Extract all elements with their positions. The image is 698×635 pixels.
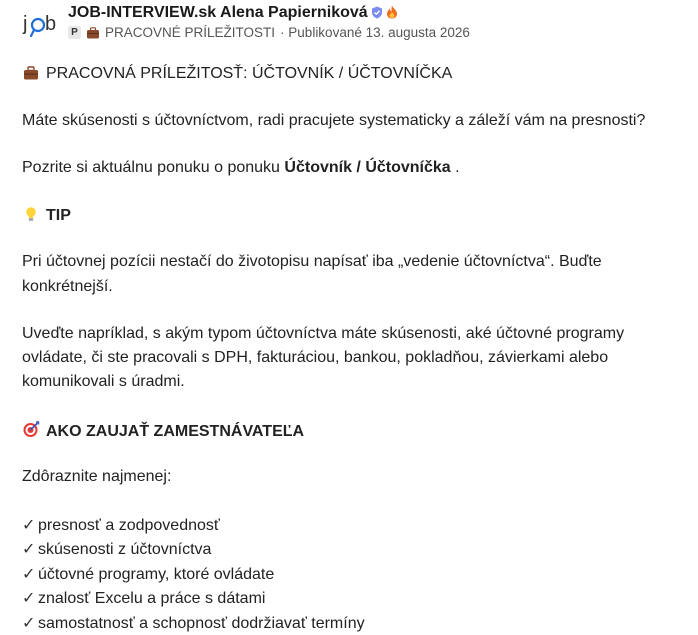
tip-heading: TIP (46, 207, 71, 224)
post-title: PRACOVNÁ PRÍLEŽITOSŤ: ÚČTOVNÍK / ÚČTOVNÍČKA (46, 65, 453, 82)
tip-text-line-1: Pri účtovnej pozícii nestačí do životopisu napísať iba „vedenie účtovníctva“. Buďte (22, 253, 602, 270)
list-item (22, 564, 274, 584)
offer-job-title[interactable]: Účtovník / Účtovníčka (284, 159, 451, 176)
target-icon (22, 421, 40, 438)
check-icon: ✓ (22, 566, 36, 583)
tip-heading-line (22, 206, 71, 225)
check-icon: ✓ (22, 517, 36, 534)
list-item-text: znalosť Excelu a práce s dátami (38, 590, 266, 607)
briefcase-icon (86, 27, 100, 39)
list-item (22, 613, 365, 633)
tip-text-line-2: konkrétnejší. (22, 278, 113, 295)
post-question: Máte skúsenosti s účtovníctvom, radi pracujete systematicky a záleží vám na presnosti? (22, 112, 646, 129)
list-item-text: účtovné programy, ktoré ovládate (38, 566, 275, 583)
briefcase-icon (22, 66, 40, 80)
post-title-line (22, 65, 452, 83)
check-icon: ✓ (22, 590, 36, 607)
check-icon: ✓ (22, 541, 36, 558)
author-name-line (68, 4, 398, 22)
check-icon: ✓ (22, 615, 36, 632)
example-text-line-3: komunikovali s úradmi. (22, 373, 185, 390)
list-item (22, 539, 211, 559)
svg-text:b: b (45, 13, 57, 35)
list-item-text: presnosť a zodpovednosť (38, 517, 220, 534)
post-date: · Publikované 13. augusta 2026 (280, 25, 470, 40)
list-item (22, 588, 265, 608)
logo-j: j (23, 13, 28, 35)
example-text-line-2: ovládate, či ste pracovali s DPH, fakturáciou, bankou, pokladňou, závierkami alebo (22, 349, 609, 366)
employer-heading-line (22, 421, 304, 441)
post-meta (68, 25, 470, 40)
example-text-line-1: Uveďte napríklad, s akým typom účtovníctva máte skúsenosti, aké účtovné programy (22, 325, 625, 342)
lightbulb-icon (22, 206, 40, 222)
verified-shield-icon (371, 6, 383, 19)
page-badge: P (68, 26, 81, 39)
post-category[interactable]: PRACOVNÉ PRÍLEŽITOSTI (105, 25, 276, 40)
offer-suffix: . (455, 159, 460, 176)
emphasize-text: Zdôraznite najmenej: (22, 468, 172, 485)
post-offer-line (22, 159, 460, 177)
author-name[interactable]: JOB-INTERVIEW.sk Alena Papierniková (68, 4, 368, 21)
offer-prefix: Pozrite si aktuálnu ponuku o ponuku (22, 159, 280, 176)
list-item-text: samostatnosť a schopnosť dodržiavať termíny (38, 615, 365, 632)
job-logo[interactable] (22, 6, 62, 42)
list-item (22, 515, 220, 535)
flame-icon (386, 5, 398, 19)
employer-heading: AKO ZAUJAŤ ZAMESTNÁVATEĽA (46, 423, 305, 440)
list-item-text: skúsenosti z účtovníctva (38, 541, 212, 558)
